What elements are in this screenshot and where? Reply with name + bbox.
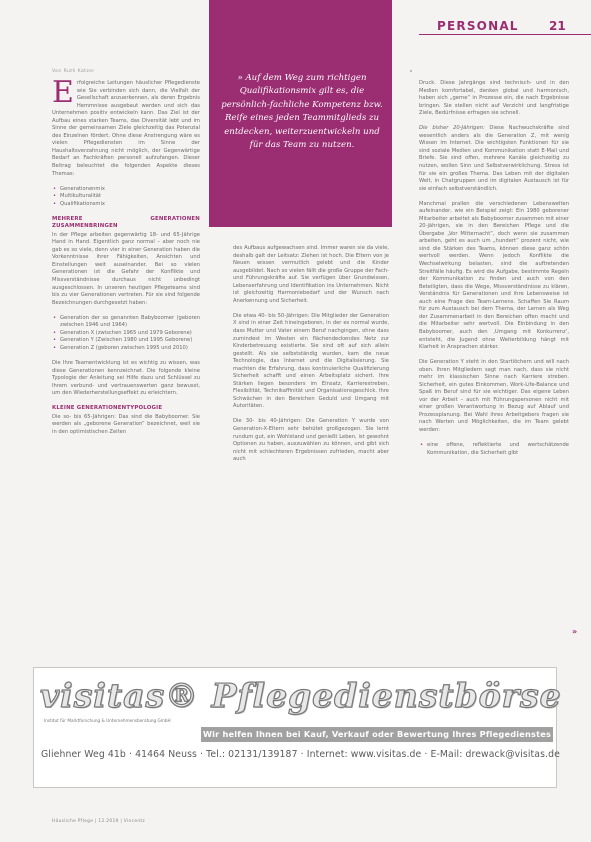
ad-slogan: Wir helfen Ihnen bei Kauf, Verkauf oder Bewertung Ihres Pflegedienstes — [202, 729, 552, 739]
list-item: • Qualifikationsmix — [52, 201, 200, 209]
ad-logo: visitas® Pflegedienstbörse — [40, 676, 562, 715]
article-author: Von Ruth Katzer — [52, 69, 95, 74]
subheading-typology: KLEINE GENERATIONENTYPOLOGIE — [52, 405, 163, 412]
list-item: • Generation X (zwischen 1965 und 1979 Geborene) — [52, 330, 200, 338]
divider-dot — [410, 70, 412, 72]
intro-paragraph — [52, 75, 200, 178]
ad-contact-line: Gliehner Weg 41b · 41464 Neuss · Tel.: 02131/139187 · Internet: www.visitas.de · E-Mail: drewack@visitas.de — [41, 749, 560, 760]
drop-cap: E — [52, 75, 74, 110]
subheading-generations: MEHRERE GENERATIONEN ZUSAMMENBRINGEN — [52, 215, 200, 230]
article-column-1 — [52, 75, 200, 444]
body-paragraph: Druck. Diese Jahrgänge sind technisch- und in den Medien komfortabel, denken global und harmonisch, haben sich „gerne“ in Prozesse ein, die nach Ergebnisse bringen. Sie stellen nicht auf Verzicht und langfristige Ziele, Bedürfnisse erfragen sie schnell. — [419, 80, 569, 117]
lead-in: Die bisher 20-Jährigen: — [419, 125, 485, 132]
article-column-2 — [233, 245, 389, 471]
header-rule — [419, 34, 591, 35]
intro-text: rfolgreiche Leitungen häuslicher Pflegedienste wie Sie verbinden sich dann, die Vielfalt der Gesellschaft anzuerkennen, als deren Ergebnis Hemmnisse ausgebaut werden und sich das Unternehmen positiv entwickeln kann. Das Ziel ist der Aufbau eines starken Teams, das Diversität lebt und im Sinne der gemeinsamen Ziele gleichzeitig das Potenzial des Einzelnen fördert. Ohne diese Anstrengung wäre es vielen Pflegediensten im Sinne der Haushaltsverzahnung nicht möglich, der Gegenwärtige Bedarf an Fachkräften personell aufzufangen. Dieser Beitrag beleuchtet die folgenden Aspekte dieses Themas: — [52, 80, 200, 177]
aspect-list — [52, 186, 200, 209]
body-paragraph: Die so- bis 65-Jährigen: Das sind die Babyboomer. Sie werden als „geborene Generation“ bezeichnet, weil sie in den optimistischen Zeiten — [52, 413, 200, 435]
body-paragraph: Manchmal prallen die verschiedenen Lebenswelten aufeinander, wie ein Beispiel zeigt: Ein 1980 geborener Mitarbeiter arbeitet als Babyboomer zusammen mit einer 20-jährigen, sie in den Bereichen Pflege und die Übergabe „Vor Mitternacht“, doch wenn sie zusammen arbeiten, geht es auch um „hundert“ prozent nicht, wie sind die Stärken des Teams, können diese ganz schön wertvoll werden. Wenn jedoch Konflikte die Wechselwirkung belasten, sind die auftretenden Streitfälle häufig. Es wird die Aufgabe, bestimmte Regeln der Kommunikation zu finden und auch von den Beteiligten, dass die Wege, Missverständnisse zu klären, Verständnis für Generationen und ihre Lebensweise ist auch eine Frage des Team-Lernens. Schaffen Sie Raum für zum Austausch bei dem Thema, der Lernen als Weg der Zusammenarbeit in den Bereichen offen macht und die Mitarbeiter sehr wertvoll. Die Einbindung in den Babyboomer, auch den ‚Umgang mit Konkurrenz‘, entsteht, die Jugend ohne Weiterbildung hängt mit Klarheit in Ansprachen stärker. — [419, 200, 569, 351]
body-paragraph: Die etwa 40- bis 50-Jährigen: Die Mitglieder der Generation X sind in einer Zeit hineingeboren, in der es normal wurde, dass Mutter und Vater einem Beruf nachgingen, ohne dass zumindest im Westen ein flächendeckendes Netz zur Kinderbetreuung existierte. Sie sind oft auf sich allein gestellt. Als sie selbstständig wurden, kam die neue Technologie, das Internet und die Digitalisierung. Sie machten die Erfahrung, dass kontinuierliche Qualifizierung Sicherheit schafft und einen Arbeitsplatz sichert. Ihre Stärken liegen besonders im Einsatz, Karrierestreben, Flexibilität, Technikaffinität und Organisationsgeschick. Ihre Schwächen in den Bereichen Geduld und Umgang mit Autoritäten. — [233, 312, 389, 410]
list-item: • Generation der so genannten Babyboomer (geboren zwischen 1946 und 1964) — [52, 315, 200, 330]
pull-quote-text: » Auf dem Weg zum richtigen Qualifikationsmix gilt es, die persönlich-fachliche Kompetenz bzw. Reife eines jeden Teammitglieds zu entdecken, weiterzuentwickeln und für das Team zu nutzen. — [221, 73, 383, 151]
body-paragraph: Die Generation Y steht in den Startlöchern und will nach oben. Ihren Mitgliedern sagt man nach, dass sie nicht mehr im klassischen Sinne nach Karriere streben. Sicherheit, ein gutes Einkommen, Work-Life-Balance und Spaß im Beruf sind für sie wichtiger. Das eigene Leben vor der Arbeit – auch mit Führungspersonen nicht mit einer großen Verantwortung in Bezug auf Ablauf und Prozessplanung. Bei Wahl ihres Arbeitgebers fragen sie nach Werten und Möglichkeiten, die im Team gelebt werden: — [419, 359, 569, 434]
list-item: • Generation Z (geboren zwischen 1995 und 2010) — [52, 345, 200, 353]
value-list — [419, 442, 569, 457]
section-title: PERSONAL — [437, 19, 519, 33]
list-item: • Generationenmix — [52, 186, 200, 194]
page-footer: Häusliche Pflege | 12.2019 | Vincentz — [52, 819, 146, 824]
generation-list — [52, 315, 200, 353]
list-item: • Generation Y (Zwischen 1980 und 1995 Geborene) — [52, 337, 200, 345]
continue-arrow-icon: » — [572, 627, 578, 636]
body-paragraph: des Aufbaus aufgewachsen sind. Immer waren sie da viele, deshalb galt der Leitsatz: Ziehen ist hoch. Die Eltern von je Neuen wissen vermutlich gelebt und die Kinder ausgebildet. Nach so vielen fällt die große Gruppe der Fach- und Führungskräfte auf. Sie verfügen über Grundwissen, Lebenserfahrung und Identifikation ins Unternehmen. Nicht ist gleichzeitig Harmoniebedarf und der Wunsch nach Anerkennung und Sicherheit. — [233, 245, 389, 304]
body-paragraph — [419, 125, 569, 193]
body-paragraph: Die 30- bis 40-Jährigen: Die Generation Y wurde von Generation-X-Eltern sehr behütet großgezogen. Sie lernt rundum gut, ein Wohlstand und genießt Leben, ist gewohnt Optionen zu haben, auszuwählen zu können, und gibt sich nicht mit schlechteren Ergebnissen zufrieden, macht aber auch — [233, 418, 389, 463]
article-column-3 — [419, 80, 569, 465]
body-paragraph: In der Pflege arbeiten gegenwärtig 18- und 65-Jährige Hand in Hand. Eigentlich ganz normal – aber noch nie gab es so viele, denn vier in einer Generation haben die Vorkenntnisse ihrer Fähigkeiten, Ansichten und Einstellungen weit auseinander. Bei so vielen Generationen ist die Gefahr der Konflikte und Missverständnisse durchaus nicht unbedingt ausgeschlossen. In unseren heutigen Pflegeteams sind bis zu vier Generationen vertreten. Für sie sind folgende Bezeichnungen durchgesetzt haben: — [52, 231, 200, 306]
paragraph-text: Diese Nachwuchskräfte sind wesentlich anders als die Generation Z, mit wenig Wissen im Internet. Die wichtigsten Funktionen für sie sind soziale Medien und Kommunikation statt E-Mail und Briefe. Sie sind offen, mehrere Kanäle gleichzeitig zu nutzen, wollen Sinn und Selbstverwirklichung. Stress ist für sie ein großes Thema. Das Leben mit der digitalen Welt, in Chatgruppen und im digitalen Austausch ist für sie einfach selbstverständlich. — [419, 125, 569, 192]
page-number: 21 — [549, 19, 566, 33]
list-item: • eine offene, reflektierte und wertschätzende Kommunikation, die Sicherheit gibt — [419, 442, 569, 457]
list-item: • Multikulturalität — [52, 193, 200, 201]
body-paragraph: Die Ihre Teamentwicklung ist es wichtig zu wissen, was diese Generationen kennzeichnet. Die folgende kleine Typologie der Anleitung sei Hilfe dazu und Schlüssel zu Ihrem verbund- und vertrauenswerten ganz bewusst, um den Wiederherstellungseffekt zu erleichtern. — [52, 359, 200, 397]
ad-tagline: Institut für Marktforschung & Unternehmensberatung GmbH — [44, 718, 171, 723]
